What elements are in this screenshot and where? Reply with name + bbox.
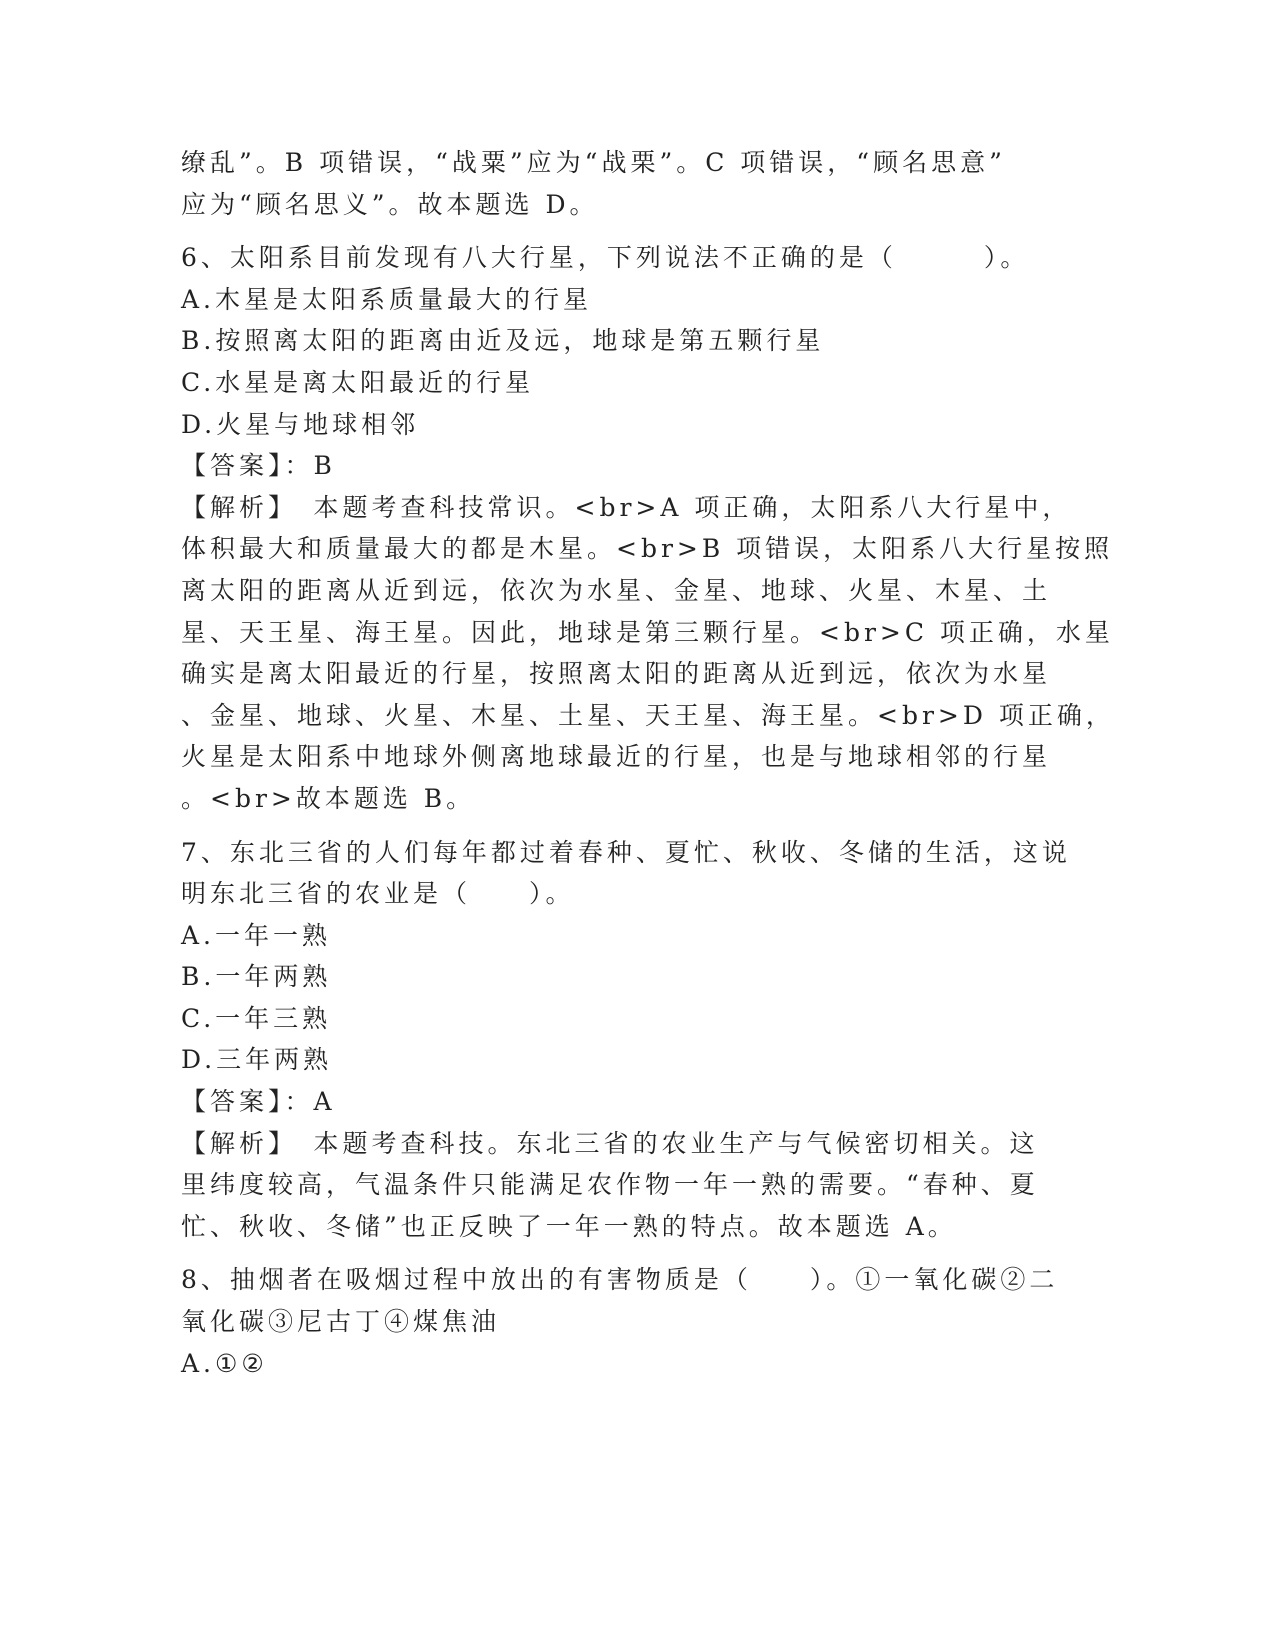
explanation-line: 星、天王星、海王星。因此，地球是第三颗行星。<br>C 项正确，水星 (181, 617, 1114, 647)
option-d: D.火星与地球相邻 (181, 409, 420, 439)
question-7 (181, 832, 1071, 1248)
explanation-line: 【解析】 本题考查科技常识。<br>A 项正确，太阳系八大行星中， (181, 492, 1072, 522)
section-gap (181, 820, 1061, 832)
explanation-line: 火星是太阳系中地球外侧离地球最近的行星，也是与地球相邻的行星 (181, 742, 1052, 772)
document-page (181, 142, 1115, 1384)
question-stem: 8、抽烟者在吸烟过程中放出的有害物质是（ ）。①一氧化碳②二 (181, 1265, 1059, 1295)
explanation-line: 确实是离太阳最近的行星，按照离太阳的距离从近到远，依次为水星 (181, 659, 1052, 689)
question-stem: 氧化碳③尼古丁④煤焦油 (181, 1307, 501, 1337)
explanation-line: 。<br>故本题选 B。 (181, 783, 476, 813)
explanation-line: 【解析】 本题考查科技。东北三省的农业生产与气候密切相关。这 (181, 1128, 1039, 1158)
option-c: C.一年三熟 (181, 1003, 332, 1033)
option-a: A.木星是太阳系质量最大的行星 (181, 284, 593, 314)
option-a: A.一年一熟 (181, 920, 332, 950)
question-stem: 明东北三省的农业是（ ）。 (181, 879, 575, 909)
explanation-line: 里纬度较高，气温条件只能满足农作物一年一熟的需要。“春种、夏 (181, 1170, 1039, 1200)
option-c: C.水星是离太阳最近的行星 (181, 367, 535, 397)
option-b: B.一年两熟 (181, 962, 332, 992)
option-d: D.三年两熟 (181, 1045, 333, 1075)
previous-question-explanation (181, 142, 1061, 225)
question-6 (181, 237, 1115, 819)
question-stem: 6、太阳系目前发现有八大行星，下列说法不正确的是（ ）。 (181, 243, 1030, 273)
explanation-line: 、金星、地球、火星、木星、土星、天王星、海王星。<br>D 项正确， (181, 700, 1115, 730)
explanation-line: 应为“顾名思义”。故本题选 D。 (181, 189, 599, 219)
option-a: A.①② (181, 1348, 268, 1378)
explanation-line: 体积最大和质量最大的都是木星。<br>B 项错误，太阳系八大行星按照 (181, 534, 1114, 564)
question-8 (181, 1259, 1061, 1384)
answer-line: 【答案】：B (181, 451, 336, 481)
option-b: B.按照离太阳的距离由近及远，地球是第五颗行星 (181, 326, 825, 356)
section-gap (181, 1247, 1061, 1259)
explanation-line: 缭乱”。B 项错误，“战粟”应为“战栗”。C 项错误，“顾名思意” (181, 148, 1006, 177)
answer-line: 【答案】：A (181, 1087, 336, 1117)
section-gap (181, 225, 1061, 237)
explanation-line: 离太阳的距离从近到远，依次为水星、金星、地球、火星、木星、土 (181, 575, 1052, 605)
explanation-line: 忙、秋收、冬储”也正反映了一年一熟的特点。故本题选 A。 (181, 1211, 957, 1241)
question-stem: 7、东北三省的人们每年都过着春种、夏忙、秋收、冬储的生活，这说 (181, 837, 1071, 867)
